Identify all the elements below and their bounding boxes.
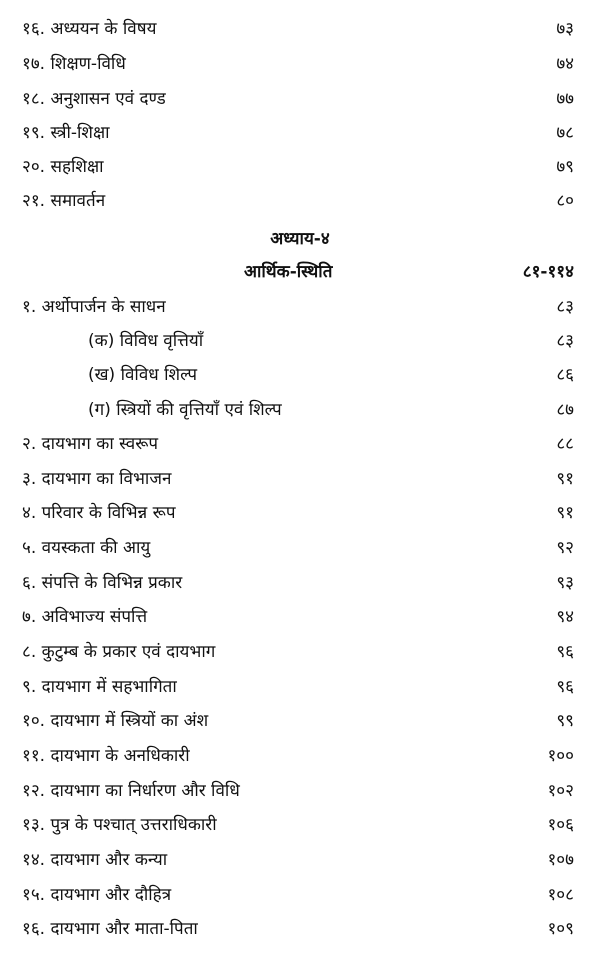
toc-entry	[0, 427, 600, 461]
toc-entry-page: ८८	[556, 434, 574, 454]
toc-entry-page: ९३	[556, 573, 574, 593]
toc-entry-page: ८३	[556, 297, 574, 317]
toc-entry-title: १९. स्त्री-शिक्षा	[22, 123, 110, 143]
toc-entry-page: ९४	[556, 607, 574, 627]
toc-entry-title: १४. दायभाग और कन्या	[22, 850, 168, 870]
toc-entry-page: ७८	[556, 123, 574, 143]
toc-entry	[0, 739, 600, 773]
toc-entry	[0, 912, 600, 946]
toc-entry	[0, 843, 600, 877]
toc-entry-title: १६. अध्ययन के विषय	[22, 19, 157, 39]
toc-entry-page: ८०	[556, 191, 574, 211]
toc-entry	[0, 635, 600, 669]
toc-entry-title: ७. अविभाज्य संपत्ति	[22, 607, 148, 627]
toc-entry-title: १०. दायभाग में स्त्रियों का अंश	[22, 711, 209, 731]
toc-entry-page: १०७	[547, 850, 574, 870]
toc-entry	[0, 566, 600, 600]
toc-entry	[0, 704, 600, 738]
toc-entry-page: ७४	[556, 54, 574, 74]
toc-entry	[0, 150, 600, 184]
toc-entry-page: ७९	[556, 157, 574, 177]
chapter-title-row	[0, 255, 600, 289]
toc-entry-page: ९६	[556, 677, 574, 697]
toc-entry-page: १०२	[547, 781, 574, 801]
toc-entry	[0, 670, 600, 704]
toc-entry-title: १५. दायभाग और दौहित्र	[22, 885, 172, 905]
toc-entry-page: ८३	[556, 331, 574, 351]
toc-entry-title: १८. अनुशासन एवं दण्ड	[22, 89, 166, 109]
toc-entry-page: ९९	[556, 711, 574, 731]
toc-entry-page: ७३	[556, 19, 574, 39]
toc-entry-page: १०९	[547, 919, 574, 939]
toc-entry-title: १२. दायभाग का निर्धारण और विधि	[22, 781, 240, 801]
toc-entry-title: ११. दायभाग के अनधिकारी	[22, 746, 190, 766]
toc-entry-page: ७७	[556, 89, 574, 109]
toc-entry	[0, 47, 600, 81]
toc-entry-title: १६. दायभाग और माता-पिता	[22, 919, 198, 939]
toc-entry-title: ९. दायभाग में सहभागिता	[22, 677, 177, 697]
toc-subentry-title: (ख) विविध शिल्प	[88, 365, 198, 385]
toc-entry	[0, 878, 600, 912]
toc-entry	[0, 808, 600, 842]
toc-subentry	[0, 393, 600, 427]
toc-subentry	[0, 324, 600, 358]
toc-entry-title: ४. परिवार के विभिन्न रूप	[22, 503, 176, 523]
toc-entry-title: २०. सहशिक्षा	[22, 157, 104, 177]
chapter-title: आर्थिक-स्थिति	[244, 262, 333, 282]
toc-entry-title: ३. दायभाग का विभाजन	[22, 469, 172, 489]
toc-entry	[0, 462, 600, 496]
toc-entry-title: ८. कुटुम्ब के प्रकार एवं दायभाग	[22, 642, 216, 662]
toc-subentry-title: (ग) स्त्रियों की वृत्तियाँ एवं शिल्प	[88, 400, 282, 420]
toc-entry-page: ९१	[556, 469, 574, 489]
chapter-page-range: ८१-११४	[522, 262, 574, 282]
toc-entry-page: ९६	[556, 642, 574, 662]
toc-subentry-title: (क) विविध वृत्तियाँ	[88, 331, 204, 351]
toc-entry-title: ५. वयस्कता की आयु	[22, 538, 151, 558]
toc-entry	[0, 600, 600, 634]
toc-entry	[0, 496, 600, 530]
chapter-heading: अध्याय-४	[270, 229, 330, 249]
toc-entry	[0, 116, 600, 150]
toc-entry	[0, 184, 600, 218]
toc-entry	[0, 774, 600, 808]
toc-entry-title: १७. शिक्षण-विधि	[22, 54, 126, 74]
toc-entry-page: १०८	[547, 885, 574, 905]
toc-entry	[0, 82, 600, 116]
toc-entry-title: १. अर्थोपार्जन के साधन	[22, 297, 166, 317]
toc-entry-page: ८७	[556, 400, 574, 420]
toc-entry	[0, 12, 600, 46]
toc-subentry	[0, 358, 600, 392]
toc-entry-page: १०६	[547, 815, 574, 835]
toc-entry-page: ८६	[556, 365, 574, 385]
toc-entry-title: २. दायभाग का स्वरूप	[22, 434, 159, 454]
toc-entry-page: ९२	[556, 538, 574, 558]
toc-entry	[0, 290, 600, 324]
toc-entry-title: २१. समावर्तन	[22, 191, 106, 211]
toc-entry-title: ६. संपत्ति के विभिन्न प्रकार	[22, 573, 183, 593]
toc-entry-title: १३. पुत्र के पश्चात् उत्तराधिकारी	[22, 815, 217, 835]
toc-entry	[0, 531, 600, 565]
toc-entry-page: १००	[547, 746, 574, 766]
toc-entry-page: ९१	[556, 503, 574, 523]
